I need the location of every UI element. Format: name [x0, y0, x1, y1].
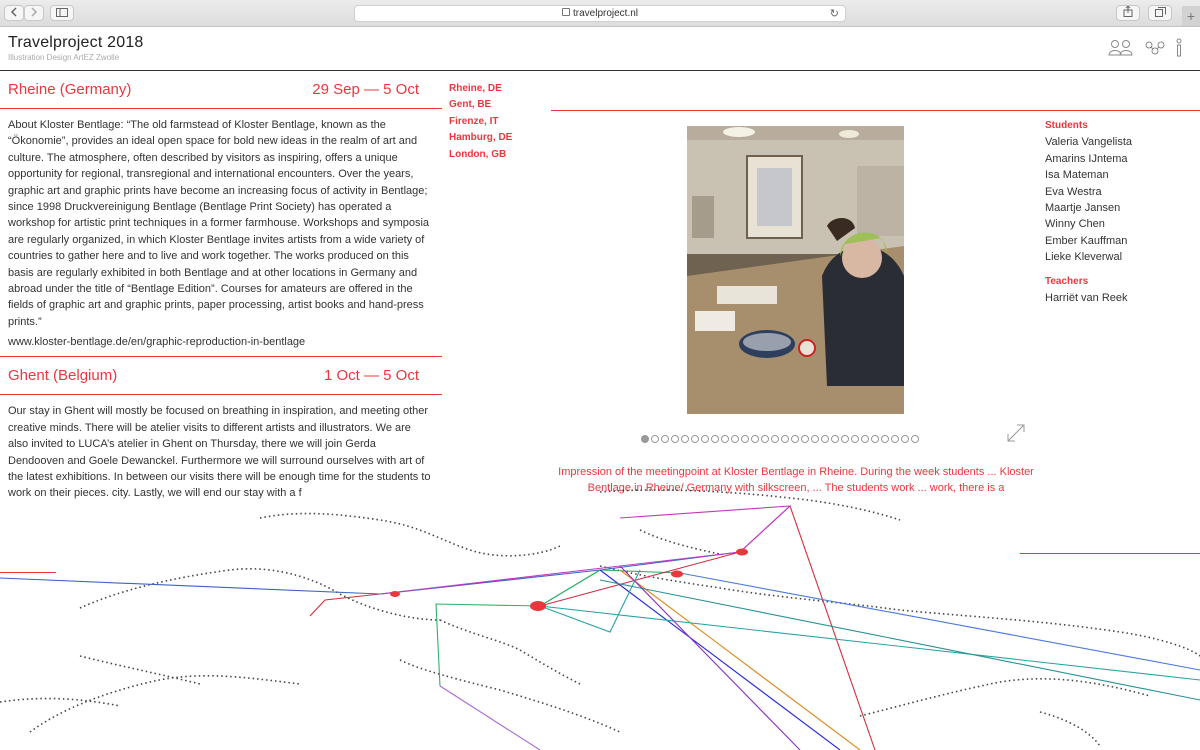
student-name: Valeria Vangelista: [1045, 136, 1133, 149]
pagination-dot[interactable]: [711, 435, 719, 443]
pagination-dot[interactable]: [831, 435, 839, 443]
share-button[interactable]: [1116, 5, 1140, 21]
city-list: [449, 81, 512, 163]
pagination-dot[interactable]: [881, 435, 889, 443]
gallery-photo[interactable]: [687, 126, 904, 414]
travel-sections: [0, 71, 442, 502]
share-icon: [1123, 6, 1133, 17]
url-text: travelproject.nl: [572, 8, 639, 19]
pagination-dot[interactable]: [661, 435, 669, 443]
reload-icon[interactable]: ↻: [829, 8, 839, 20]
pagination-dot[interactable]: [791, 435, 799, 443]
pagination-dot[interactable]: [691, 435, 699, 443]
students-label: Students: [1045, 120, 1088, 131]
pagination-dot[interactable]: [751, 435, 759, 443]
teachers-label: Teachers: [1045, 275, 1089, 287]
section-city: Ghent (Belgium): [8, 367, 118, 385]
section-text: Our stay in Ghent will mostly be focused on breathing in inspiration, and meeting other creative minds. There will be atelier visits to different artists and illustrators. We are also invited to LUCA’s atelier in Ghent on Thursday, there we will join Gerda Dendooven and Goele Dewanckel. Furthermore we will surround ourselves with art of the latest exhibitions. In between our visits there will be enough time for the students to work on their pieces. city. Lastly, we will end our stay with a f: [8, 405, 431, 500]
pagination-dot[interactable]: [701, 435, 709, 443]
pagination-dot[interactable]: [681, 435, 689, 443]
pagination-dot[interactable]: [781, 435, 789, 443]
external-link[interactable]: www.kloster-bentlage.de/en/graphic-reproduction-in-bentlage: [8, 336, 306, 349]
map-marker[interactable]: [671, 571, 683, 578]
pagination-dot[interactable]: [651, 435, 659, 443]
address-bar[interactable]: [354, 5, 846, 22]
route-lines: [0, 506, 1200, 750]
pagination-dot[interactable]: [851, 435, 859, 443]
divider: [0, 348, 442, 357]
lock-icon: [562, 8, 570, 16]
pagination-dot[interactable]: [821, 435, 829, 443]
pagination-dot[interactable]: [671, 435, 679, 443]
site-subtitle: Illustration Design ArtEZ Zwolle: [8, 53, 120, 62]
route-map[interactable]: [0, 470, 1200, 750]
gallery-pagination: [641, 430, 921, 440]
back-button[interactable]: [4, 5, 24, 21]
pagination-dot[interactable]: [811, 435, 819, 443]
info-icon[interactable]: [1175, 38, 1183, 58]
pagination-dot[interactable]: [721, 435, 729, 443]
student-name: Maartje Jansen: [1045, 202, 1121, 215]
divider: [551, 110, 1200, 111]
section-header-rheine[interactable]: [0, 71, 442, 109]
pagination-dot[interactable]: [871, 435, 879, 443]
chevron-right-icon: [30, 7, 38, 17]
section-text: About Kloster Bentlage: “The old farmstead of Kloster Bentlage, known as the “Ökonomie”, provides an ideal open space for bold new ideas in the realm of art and culture. The atmosphere, often described by visitors as inspiring, offers a unique opportunity for regional, transregional and international encounters. Over the years, graphic art and graphic prints have become an increasing focus of activity in Bentlage; since 1998 Druckvereinigung Bentlage (Bentlage Print Society) has operated a workshop for artistic print techniques in a former farmhouse. Workshops and symposia are regularly organized, in which Kloster Bentlage invites artists from a wide variety of countries to gather here and to live and work together. The works produced on this basis are regularly exhibited in both Bentlage and at other locations in Germany and abroad under the title of “Bentlage Edition”. Courses for amateurs are offered in the fields of graphic art and graphic prints, paper processing, artist books and hand-press prints.”: [8, 119, 430, 328]
forward-button[interactable]: [24, 5, 44, 21]
site-title[interactable]: Travelproject 2018: [8, 34, 144, 51]
city-link[interactable]: Gent, BE: [449, 99, 492, 111]
pagination-dot[interactable]: [641, 435, 649, 443]
student-name: Winny Chen: [1045, 218, 1105, 231]
section-date: 29 Sep — 5 Oct: [312, 81, 419, 98]
pagination-dot[interactable]: [761, 435, 769, 443]
pagination-dot[interactable]: [901, 435, 909, 443]
pagination-dot[interactable]: [861, 435, 869, 443]
map-marker[interactable]: [390, 591, 400, 597]
city-link[interactable]: Firenze, IT: [449, 115, 499, 127]
tabs-button[interactable]: [1148, 5, 1172, 21]
student-name: Amarins IJntema: [1045, 152, 1128, 165]
photo-image: [687, 126, 904, 414]
people-list: [1045, 118, 1132, 306]
section-city: Rheine (Germany): [8, 81, 132, 98]
pagination-dot[interactable]: [801, 435, 809, 443]
student-name: Lieke Kleverwal: [1045, 251, 1123, 264]
map-marker[interactable]: [736, 549, 748, 556]
pagination-dot[interactable]: [891, 435, 899, 443]
city-link[interactable]: Hamburg, DE: [449, 132, 513, 144]
sidebar-button[interactable]: [50, 5, 74, 21]
coastline-dots: [0, 490, 1200, 746]
student-name: Eva Westra: [1045, 185, 1102, 198]
section-header-ghent[interactable]: [0, 357, 442, 395]
sidebar-icon: [56, 8, 68, 17]
city-link[interactable]: Rheine, DE: [449, 83, 502, 94]
section-date: 1 Oct — 5 Oct: [323, 367, 419, 385]
pagination-dot[interactable]: [741, 435, 749, 443]
expand-icon[interactable]: [1006, 423, 1026, 443]
student-name: Isa Mateman: [1045, 169, 1109, 182]
tabs-icon: [1155, 7, 1166, 17]
site-header: [0, 27, 1200, 71]
new-tab-button[interactable]: +: [1182, 6, 1200, 26]
chevron-left-icon: [10, 7, 18, 17]
pagination-dot[interactable]: [841, 435, 849, 443]
map-marker[interactable]: [530, 601, 546, 611]
photo-caption: Impression of the meetingpoint at Kloster Bentlage in Rheine. During the week students ... Kloster Bentlage in Rheine/ Germany with silkscreen, ... The students work ... work, there is a: [558, 466, 1034, 495]
network-icon[interactable]: [1145, 38, 1165, 58]
pagination-dot[interactable]: [911, 435, 919, 443]
city-link[interactable]: London, GB: [449, 148, 507, 160]
teacher-name: Harriët van Reek: [1045, 292, 1128, 305]
pagination-dot[interactable]: [771, 435, 779, 443]
group-icon[interactable]: [1108, 38, 1134, 58]
pagination-dot[interactable]: [731, 435, 739, 443]
student-name: Ember Kauffman: [1045, 234, 1128, 247]
browser-toolbar: [0, 0, 1200, 27]
